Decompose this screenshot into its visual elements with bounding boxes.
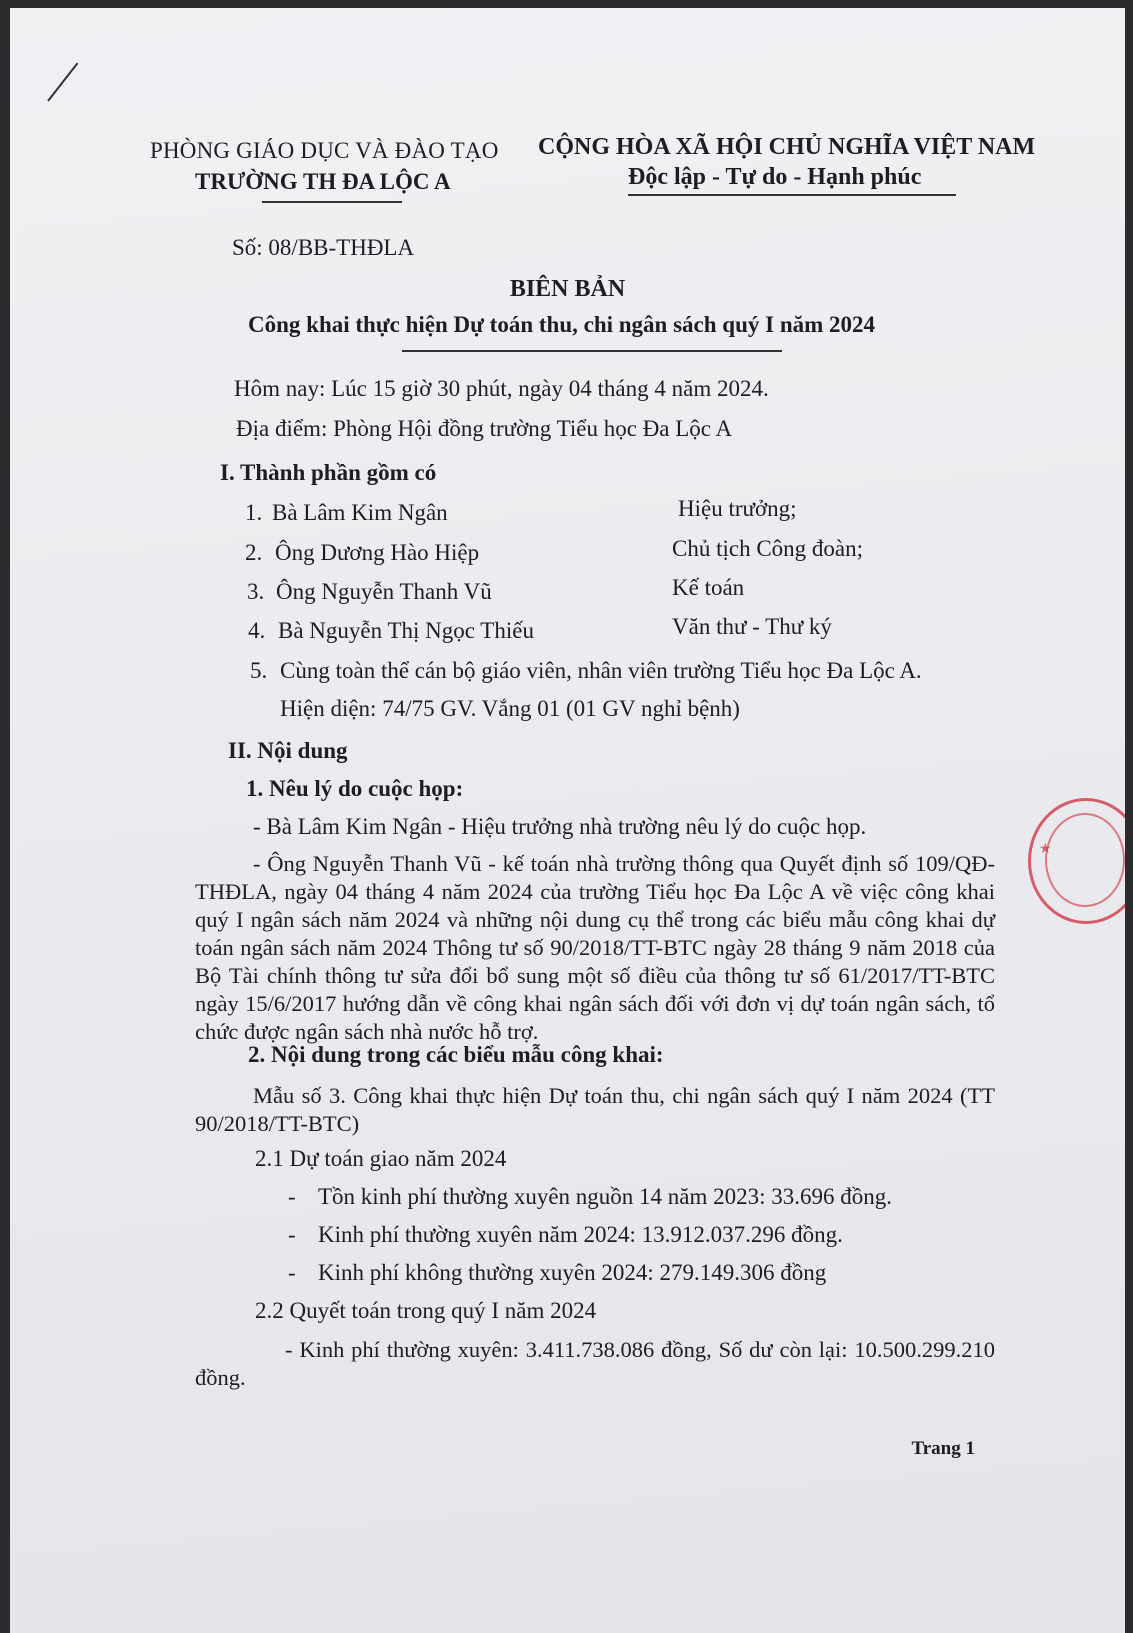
list-dash: - bbox=[288, 1184, 296, 1209]
meeting-time: Hôm nay: Lúc 15 giờ 30 phút, ngày 04 tháng 4 năm 2024. bbox=[234, 376, 769, 401]
member-num: 4. bbox=[248, 618, 266, 643]
member-name: Cùng toàn thể cán bộ giáo viên, nhân viên trường Tiểu học Đa Lộc A. bbox=[280, 658, 922, 683]
reason-paragraph: - Ông Nguyễn Thanh Vũ - kế toán nhà trường thông qua Quyết định số 109/QĐ-THĐLA, ngày 04 tháng 4 năm 2024 của trường Tiểu học Đa Lộc A về việc công khai quý I ngân sách năm 2024 và những nội dung cụ thể trong các biểu mẫu công khai dự toán ngân sách năm 2024 Thông tư số 90/2018/TT-BTC ngày 28 tháng 9 năm 2018 của Bộ Tài chính thông tư sửa đổi bổ sung một số điều của thông tư số 61/2017/TT-BTC ngày 15/6/2017 hướng dẫn về công khai ngân sách đối với đơn vị dự toán ngân sách, tổ chức được ngân sách nhà nước hỗ trợ. bbox=[195, 851, 995, 1044]
motto: Độc lập - Tự do - Hạnh phúc bbox=[628, 164, 922, 190]
section-1-heading: I. Thành phần gồm có bbox=[220, 460, 437, 485]
reason-heading: 1. Nêu lý do cuộc họp: bbox=[246, 776, 464, 801]
school-underline bbox=[262, 201, 402, 203]
estimate-heading: 2.1 Dự toán giao năm 2024 bbox=[255, 1146, 507, 1171]
page-number: Trang 1 bbox=[911, 1438, 975, 1459]
member-name: Bà Nguyễn Thị Ngọc Thiếu bbox=[278, 618, 534, 643]
member-num: 3. bbox=[247, 579, 265, 604]
estimate-item: Kinh phí không thường xuyên 2024: 279.149.306 đồng bbox=[318, 1260, 827, 1285]
document-subtitle: Công khai thực hiện Dự toán thu, chi ngân sách quý I năm 2024 bbox=[248, 312, 876, 337]
member-num: 5. bbox=[250, 658, 268, 683]
estimate-item: Tồn kinh phí thường xuyên nguồn 14 năm 2023: 33.696 đồng. bbox=[318, 1184, 893, 1209]
list-dash: - bbox=[288, 1260, 296, 1285]
list-dash: - bbox=[288, 1222, 296, 1247]
member-role: Hiệu trưởng; bbox=[678, 496, 797, 521]
pen-mark bbox=[47, 63, 78, 102]
section-2-heading: II. Nội dung bbox=[228, 738, 348, 763]
school-seal bbox=[1028, 798, 1125, 924]
document-title: BIÊN BẢN bbox=[509, 276, 626, 302]
member-role: Chủ tịch Công đoàn; bbox=[672, 536, 864, 561]
estimate-item: Kinh phí thường xuyên năm 2024: 13.912.037.296 đồng. bbox=[318, 1222, 843, 1247]
member-num: 1. bbox=[245, 500, 263, 525]
member-num: 2. bbox=[245, 540, 263, 565]
forms-heading: 2. Nội dung trong các biểu mẫu công khai: bbox=[248, 1042, 664, 1067]
country-name: CỘNG HÒA XÃ HỘI CHỦ NGHĨA VIỆT NAM bbox=[538, 134, 1036, 160]
school-name: TRƯỜNG TH ĐA LỘC A bbox=[195, 169, 451, 194]
meeting-place: Địa điểm: Phòng Hội đồng trường Tiểu học Đa Lộc A bbox=[236, 416, 733, 441]
settlement-paragraph: - Kinh phí thường xuyên: 3.411.738.086 đồng, Số dư còn lại: 10.500.299.210 đồng. bbox=[195, 1337, 995, 1390]
document-page bbox=[10, 8, 1125, 1633]
seal-star-icon: ★ bbox=[1039, 842, 1052, 857]
settlement-heading: 2.2 Quyết toán trong quý I năm 2024 bbox=[255, 1298, 597, 1323]
member-name: Ông Nguyễn Thanh Vũ bbox=[276, 579, 492, 604]
motto-underline bbox=[628, 194, 956, 196]
attendance: Hiện diện: 74/75 GV. Vắng 01 (01 GV nghỉ bệnh) bbox=[280, 696, 740, 721]
department-name: PHÒNG GIÁO DỤC VÀ ĐÀO TẠO bbox=[150, 138, 499, 163]
member-name: Bà Lâm Kim Ngân bbox=[272, 500, 448, 525]
forms-paragraph: Mẫu số 3. Công khai thực hiện Dự toán thu, chi ngân sách quý I năm 2024 (TT 90/2018/TT-BTC) bbox=[195, 1083, 995, 1136]
subtitle-underline bbox=[402, 350, 782, 352]
reason-line: - Bà Lâm Kim Ngân - Hiệu trưởng nhà trường nêu lý do cuộc họp. bbox=[253, 814, 867, 839]
member-role: Văn thư - Thư ký bbox=[672, 614, 832, 639]
member-role: Kế toán bbox=[672, 575, 745, 600]
member-name: Ông Dương Hào Hiệp bbox=[275, 540, 480, 565]
document-number: Số: 08/BB-THĐLA bbox=[232, 235, 415, 260]
seal-inner-ring bbox=[1045, 813, 1125, 907]
